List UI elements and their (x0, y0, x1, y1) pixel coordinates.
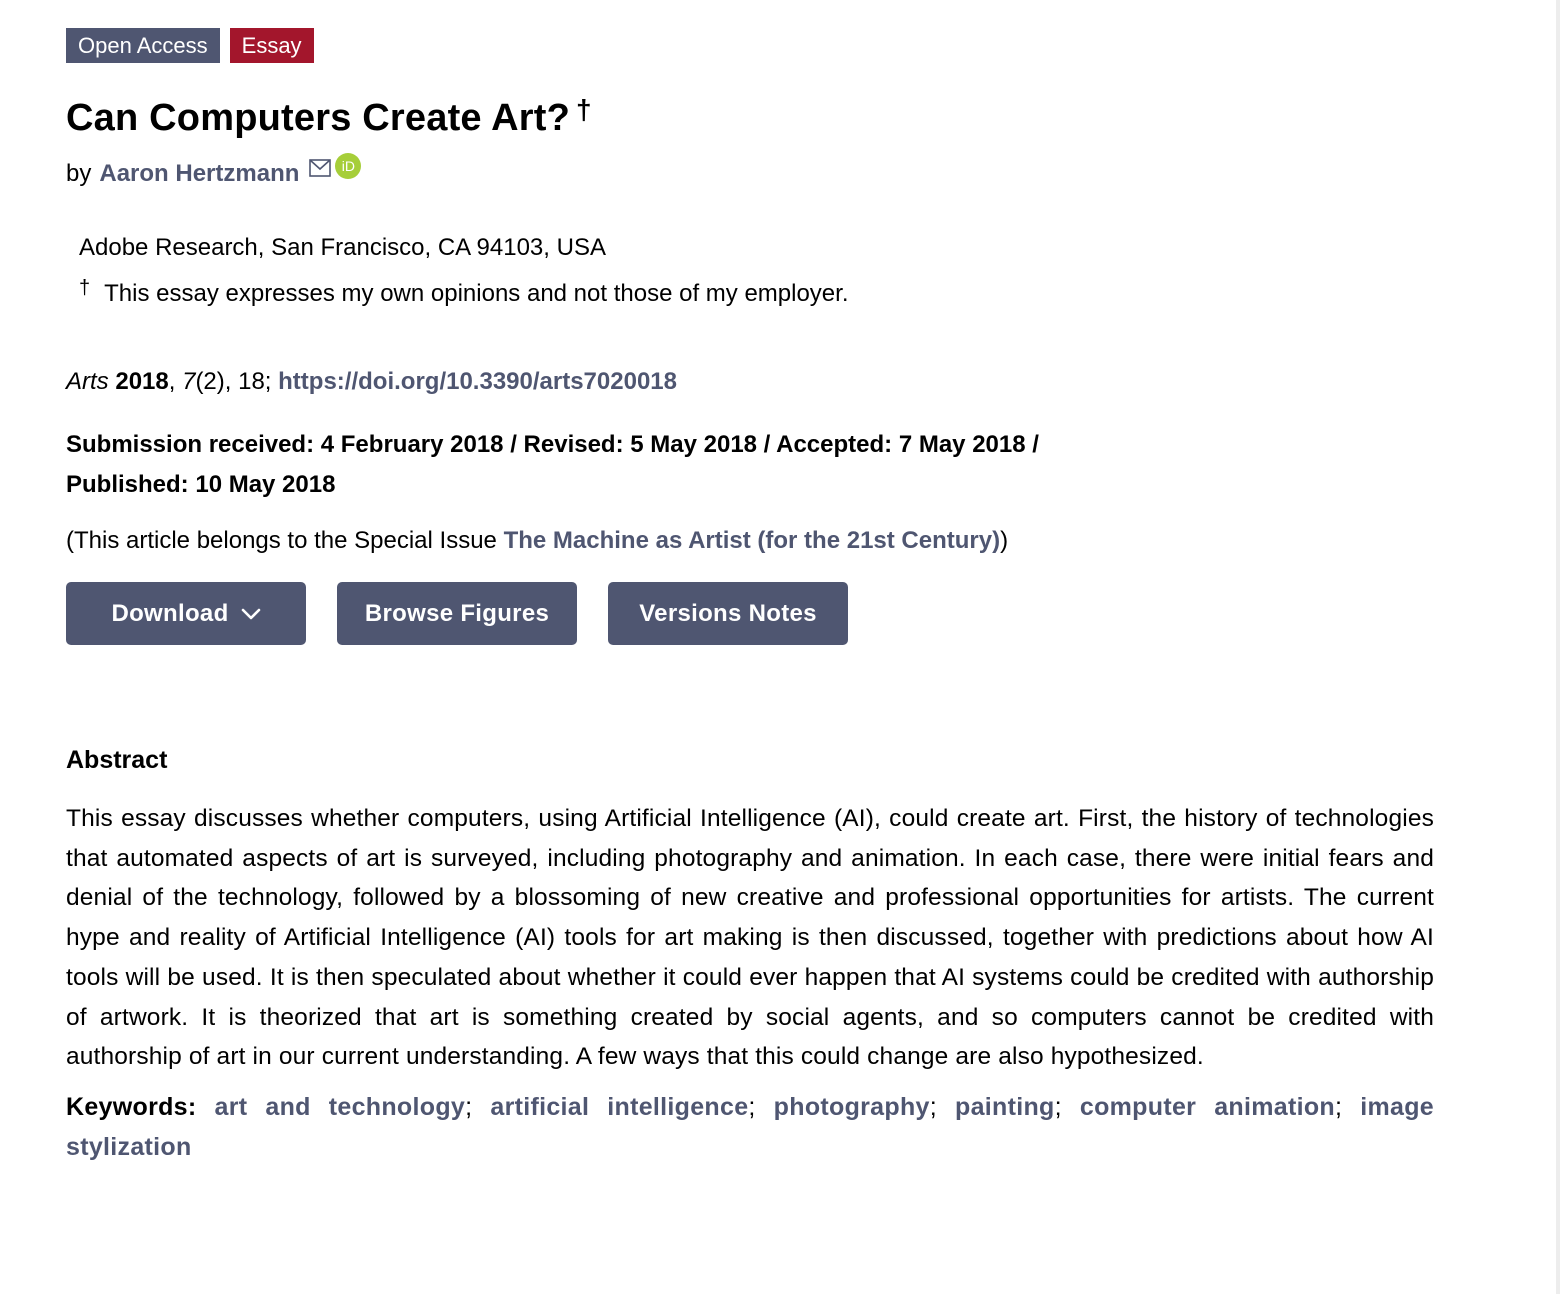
keyword-link[interactable]: photography (773, 1092, 930, 1121)
download-button[interactable] (66, 582, 306, 645)
note-text: This essay expresses my own opinions and not those of my employer. (104, 280, 849, 307)
abstract-text: This essay discusses whether computers, using Artificial Intelligence (AI), could create art. First, the history of technologies that automated aspects of art is surveyed, including photography and animation. In each case, there were initial fears and denial of the technology, followed by a blossoming of new creative and professional opportunities for artists. The current hype and reality of Artificial Intelligence (AI) tools for art making is then discussed, together with predictions about how AI tools will be used. It is then speculated about whether it could ever happen that AI systems could be credited with authorship of artwork. It is theorized that art is something created by social agents, and so computers cannot be credited with authorship of art in our current understanding. A few ways that this could change are also hypothesized. (66, 805, 1434, 1071)
dates-line-2: Published: 10 May 2018 (66, 471, 336, 498)
author-link[interactable]: Aaron Hertzmann (99, 160, 300, 187)
note-dagger: † (79, 277, 91, 299)
scrollbar-track[interactable] (1556, 0, 1560, 1294)
open-access-badge: Open Access (66, 28, 220, 63)
keyword-separator: ; (1334, 1092, 1343, 1121)
keyword-separator: ; (748, 1092, 756, 1121)
keyword-link[interactable]: computer animation (1079, 1092, 1335, 1121)
dates-line-1: Submission received: 4 February 2018 / Revised: 5 May 2018 / Accepted: 7 May 2018 / (66, 431, 1039, 458)
affiliation: Adobe Research, San Francisco, CA 94103, USA (79, 234, 606, 261)
versions-notes-button[interactable] (608, 582, 848, 645)
citation-issue: (2), 18; (195, 368, 272, 395)
citation-year: 2018 (115, 368, 169, 395)
article-header (66, 28, 1434, 1167)
browse-figures-button[interactable] (337, 582, 577, 645)
versions-notes-label: Versions Notes (639, 599, 817, 627)
abstract-heading: Abstract (66, 746, 168, 774)
browse-figures-label: Browse Figures (364, 599, 550, 627)
journal-name: Arts (66, 368, 109, 395)
badge-row (66, 28, 1434, 63)
citation-volume: 7 (182, 368, 196, 395)
citation: Arts 2018, 7(2), 18; https://doi.org/10.3390/arts7020018 (66, 368, 677, 395)
publication-dates (66, 425, 1166, 505)
article-title (66, 93, 1434, 143)
mail-icon[interactable] (309, 153, 331, 187)
byline (66, 157, 1434, 191)
essay-badge: Essay (230, 28, 314, 63)
keyword-link[interactable]: painting (955, 1092, 1055, 1121)
keyword-link[interactable]: art and technology (214, 1092, 466, 1121)
chevron-down-icon (241, 607, 261, 621)
article-title-text: Can Computers Create Art? (66, 97, 571, 139)
special-issue-prefix: (This article belongs to the Special Issue (66, 527, 504, 554)
keyword-link[interactable]: image stylization (66, 1092, 1434, 1161)
action-buttons (66, 582, 1434, 645)
special-issue-link[interactable]: The Machine as Artist (for the 21st Century) (503, 527, 1001, 554)
orcid-icon[interactable]: iD (335, 153, 361, 179)
by-label: by (66, 160, 92, 187)
special-issue-suffix: ) (1000, 527, 1009, 554)
doi-link[interactable]: https://doi.org/10.3390/arts7020018 (278, 368, 677, 395)
author-note (79, 277, 1434, 311)
keyword-separator: ; (1054, 1092, 1062, 1121)
keyword-separator: ; (929, 1092, 937, 1121)
keyword-separator: ; (465, 1092, 473, 1121)
keywords (66, 1087, 1434, 1167)
title-dagger: † (576, 94, 592, 125)
keywords-label: Keywords: (66, 1092, 197, 1121)
download-label: Download (111, 599, 229, 627)
special-issue (66, 524, 1434, 558)
keyword-link[interactable]: artificial intelligence (490, 1092, 749, 1121)
